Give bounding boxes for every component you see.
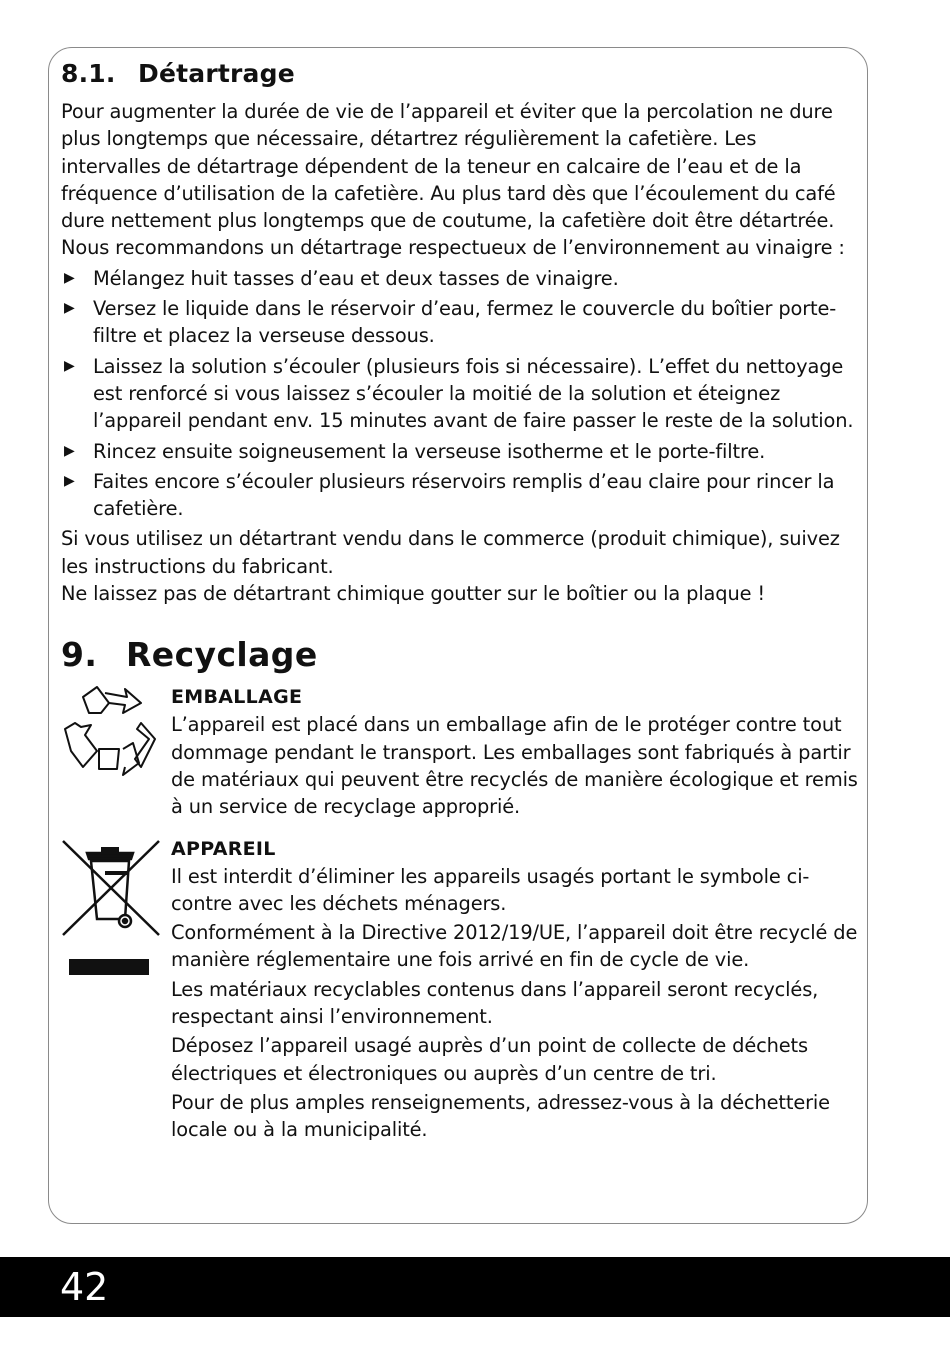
packaging-text: L’appareil est placé dans un emballage afin de le protéger contre tout dommage pendant le transport. Les emballages sont fabriqués à partir de matériaux qui peuvent être recyclés de manière écologique et remis à un service de recyclage approprié.	[171, 713, 858, 819]
bullet-arrow-icon: ▶	[64, 269, 75, 286]
list-item-text: Versez le liquide dans le réservoir d’eau, fermez le couvercle du boîtier porte-filtre et placez la verseuse dessous.	[93, 297, 837, 348]
device-paragraph: Pour de plus amples renseignements, adressez-vous à la déchetterie locale ou à la municipalité.	[171, 1090, 830, 1142]
section-number: 9.	[61, 635, 98, 675]
crossed-out-wheelie-bin-icon	[61, 835, 161, 982]
section-heading-9	[61, 635, 861, 675]
section-number: 8.1.	[61, 59, 116, 88]
list-item-text: Rincez ensuite soigneusement la verseuse isotherme et le porte-filtre.	[93, 439, 766, 463]
warning-paragraph: Ne laissez pas de détartrant chimique goutter sur le boîtier ou la plaque !	[61, 582, 766, 606]
device-paragraph: Les matériaux recyclables contenus dans l’appareil seront recyclés, respectant ainsi l’environnement.	[171, 977, 819, 1029]
list-item-text: Mélangez huit tasses d’eau et deux tasses de vinaigre.	[93, 266, 619, 290]
section-title: Recyclage	[126, 635, 318, 675]
intro-paragraph: Pour augmenter la durée de vie de l’appareil et éviter que la percolation ne dure plus longtemps que nécessaire, détartrez régulièrement la cafetière. Les intervalles de détartrage dépendent de la teneur en calcaire de l’eau et de la fréquence d’utilisation de la cafetière. Au plus tard dès que l’écoulement du café dure nettement plus longtemps que de coutume, la cafetière doit être détartrée. Nous recommandons un détartrage respectueux de l’environnement au vinaigre :	[61, 100, 845, 260]
list-item-text: Laissez la solution s’écouler (plusieurs fois si nécessaire). L’effet du nettoyage est renforcé si vous laissez s’écouler la moitié de la solution et éteignez l’appareil pendant env. 15 minutes avant de faire passer le reste de la solution.	[93, 354, 854, 433]
device-paragraph: Déposez l’appareil usagé auprès d’un point de collecte de déchets électriques et électroniques ou auprès d’un centre de tri.	[171, 1034, 808, 1085]
page-number: 42	[60, 1265, 109, 1309]
list-item	[61, 295, 861, 350]
bullet-arrow-icon: ▶	[64, 442, 75, 459]
list-item	[61, 468, 861, 523]
list-item	[61, 265, 861, 292]
section-heading-8-1	[61, 56, 861, 92]
list-item	[61, 353, 861, 435]
device-paragraph: Conformément à la Directive 2012/19/UE, l’appareil doit être recyclé de manière réglementaire une fois arrivé en fin de cycle de vie.	[171, 921, 858, 972]
note-paragraph: Si vous utilisez un détartrant vendu dans le commerce (produit chimique), suivez les instructions du fabricant.	[61, 527, 840, 578]
list-item	[61, 438, 861, 465]
bullet-arrow-icon: ▶	[64, 472, 75, 489]
list-item-text: Faites encore s’écouler plusieurs réservoirs remplis d’eau claire pour rincer la cafetière.	[93, 469, 835, 521]
device-paragraph: Il est interdit d’éliminer les appareils usagés portant le symbole ci-contre avec les déchets ménagers.	[171, 864, 810, 915]
packaging-heading: EMBALLAGE	[171, 686, 303, 709]
bullet-arrow-icon: ▶	[64, 357, 75, 374]
device-block	[61, 835, 861, 1144]
recycling-icon	[61, 683, 161, 786]
device-heading: APPAREIL	[171, 837, 276, 860]
instruction-list	[61, 265, 861, 523]
section-title: Détartrage	[138, 59, 295, 88]
footer-bar	[0, 1257, 950, 1317]
packaging-block	[61, 683, 861, 820]
page-content	[61, 56, 861, 1146]
bullet-arrow-icon: ▶	[64, 300, 75, 317]
